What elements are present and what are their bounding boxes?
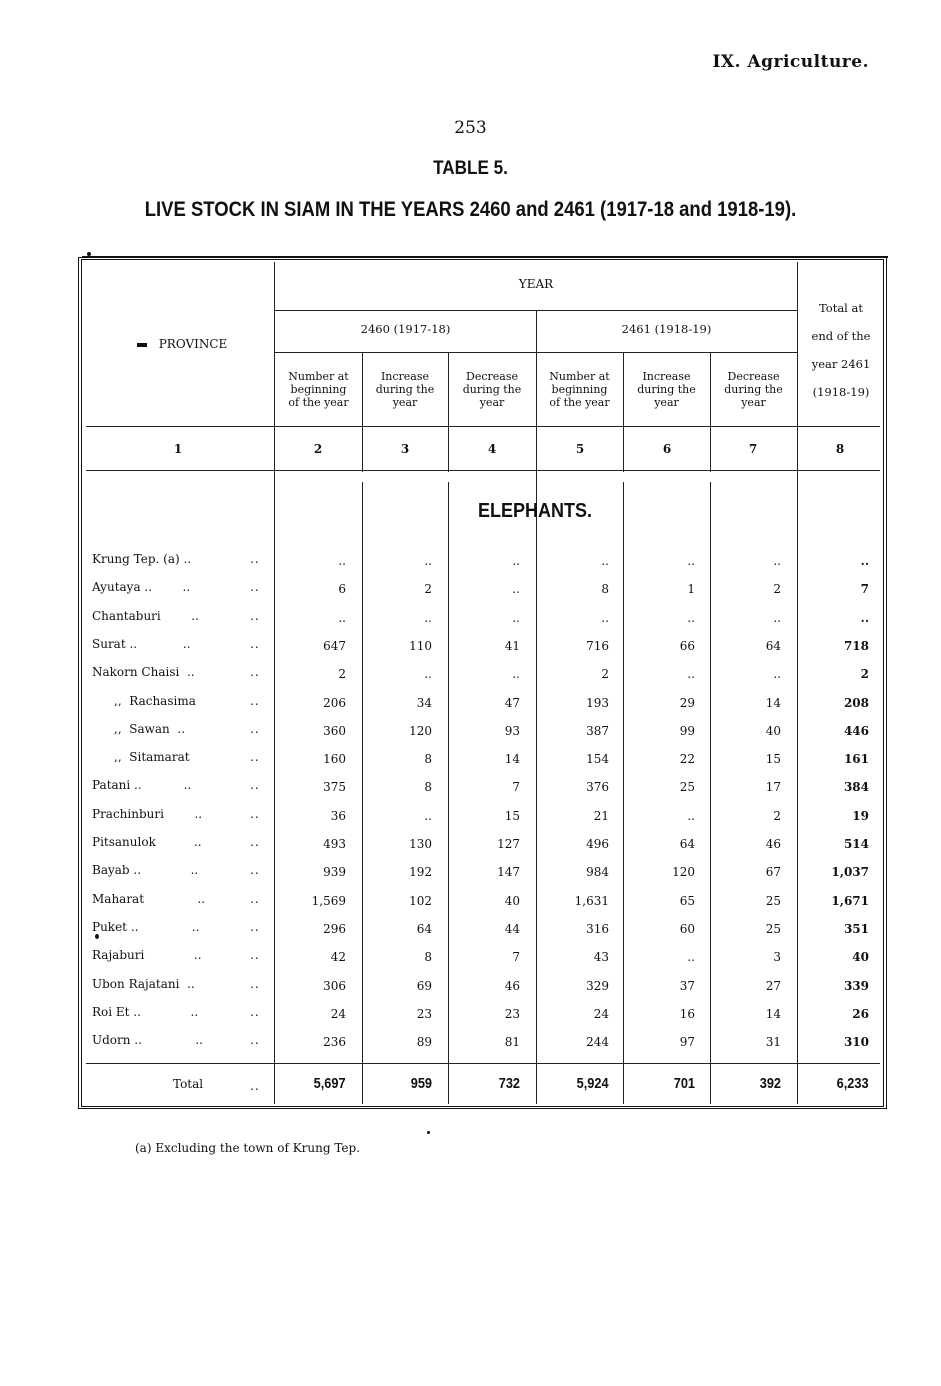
leader-dots: .. — [250, 580, 260, 594]
table-cell: 208 — [843, 696, 869, 710]
province-name: Puket .. .. — [92, 920, 200, 934]
table-cell: 89 — [416, 1035, 432, 1049]
table-cell: 102 — [409, 894, 432, 908]
column-number: 7 — [748, 442, 758, 456]
table-cell: .. — [687, 554, 695, 568]
table-cell: 23 — [416, 1007, 432, 1021]
table-cell: 351 — [843, 922, 869, 936]
table-row — [0, 578, 941, 598]
table-row — [0, 833, 941, 853]
column-number: 3 — [400, 442, 410, 456]
table-cell: .. — [860, 554, 869, 568]
table-cell: 64 — [416, 922, 432, 936]
table-cell: 46 — [765, 837, 781, 851]
table-cell: 31 — [765, 1035, 781, 1049]
leader-dots: .. — [250, 778, 260, 792]
header-rule — [275, 310, 797, 311]
table-cell: 97 — [679, 1035, 695, 1049]
table-row — [0, 861, 941, 881]
leader-dots: .. — [250, 1033, 260, 1047]
header-line: Increase — [642, 370, 691, 383]
province-name: Udorn .. .. — [92, 1033, 203, 1047]
column-number: 5 — [575, 442, 585, 456]
leader-dots: .. — [250, 892, 260, 906]
number-at-beginning-header — [275, 370, 362, 409]
table-cell: 446 — [843, 724, 869, 738]
year-2460-header: 2460 (1917-18) — [360, 322, 451, 336]
table-cell: 17 — [765, 780, 781, 794]
header-rule — [275, 352, 797, 353]
leader-dots: .. — [250, 609, 260, 623]
print-speck — [87, 252, 91, 256]
table-cell: .. — [601, 554, 609, 568]
leader-dots: .. — [250, 807, 260, 821]
table-cell: 34 — [416, 696, 432, 710]
total-cell: 392 — [759, 1075, 781, 1092]
table-cell: .. — [773, 554, 781, 568]
province-name: ,, Sitamarat — [114, 750, 190, 764]
table-cell: 46 — [504, 979, 520, 993]
table-cell: 244 — [586, 1035, 609, 1049]
table-cell: 40 — [765, 724, 781, 738]
decrease-header — [710, 370, 797, 409]
header-line: Number at — [288, 370, 349, 383]
province-header-label: PROVINCE — [158, 337, 228, 351]
table-cell: 296 — [323, 922, 346, 936]
table-cell: 8 — [601, 582, 609, 596]
leader-dots: .. — [250, 637, 260, 651]
total-cell: 732 — [498, 1075, 520, 1092]
table-cell: 14 — [765, 696, 781, 710]
table-cell: 24 — [593, 1007, 609, 1021]
table-cell: 147 — [497, 865, 520, 879]
table-cell: 193 — [586, 696, 609, 710]
total-header-line: Total at — [819, 301, 863, 315]
total-cell: 5,697 — [314, 1075, 346, 1092]
number-at-beginning-header — [536, 370, 623, 409]
table-title: LIVE STOCK IN SIAM IN THE YEARS 2460 and 2461 (1917-18 and 1918-19). — [144, 198, 797, 221]
table-cell: 192 — [409, 865, 432, 879]
leader-dots: .. — [250, 722, 260, 736]
table-cell: .. — [773, 611, 781, 625]
column-number: 6 — [662, 442, 672, 456]
column-number: 8 — [835, 442, 845, 456]
header-line: of the year — [549, 396, 610, 409]
table-cell: 3 — [773, 950, 781, 964]
table-row — [0, 748, 941, 768]
category-heading: ELEPHANTS. — [478, 500, 593, 522]
province-name: Surat .. .. — [92, 637, 191, 651]
table-cell: 64 — [679, 837, 695, 851]
table-cell: 99 — [679, 724, 695, 738]
table-cell: 64 — [765, 639, 781, 653]
bullet-mark — [137, 343, 147, 347]
table-cell: .. — [512, 582, 520, 596]
table-cell: 24 — [330, 1007, 346, 1021]
table-cell: .. — [338, 611, 346, 625]
table-cell: 8 — [424, 780, 432, 794]
table-cell: .. — [773, 667, 781, 681]
leader-dots: .. — [250, 977, 260, 991]
table-cell: 81 — [504, 1035, 520, 1049]
header-line: beginning — [290, 383, 347, 396]
total-dots: .. — [250, 1079, 260, 1093]
province-name: Bayab .. .. — [92, 863, 199, 877]
header-line: Number at — [549, 370, 610, 383]
table-cell: 310 — [843, 1035, 869, 1049]
footnote: (a) Excluding the town of Krung Tep. — [135, 1141, 361, 1155]
table-cell: 21 — [593, 809, 609, 823]
table-row — [0, 890, 941, 910]
table-row — [0, 918, 941, 938]
table-cell: 514 — [843, 837, 869, 851]
table-cell: 69 — [416, 979, 432, 993]
table-row — [0, 607, 941, 627]
table-cell: 1,569 — [311, 894, 346, 908]
table-row — [0, 692, 941, 712]
province-name: Pitsanulok .. — [92, 835, 202, 849]
decrease-header — [448, 370, 536, 409]
increase-header — [623, 370, 710, 409]
table-cell: .. — [424, 611, 432, 625]
table-cell: 60 — [679, 922, 695, 936]
table-cell: 647 — [323, 639, 346, 653]
total-header-line: end of the — [811, 329, 871, 343]
table-cell: .. — [512, 611, 520, 625]
total-header-line: year 2461 — [811, 357, 871, 371]
table-cell: .. — [687, 611, 695, 625]
header-line: year — [741, 396, 766, 409]
table-cell: 40 — [852, 950, 869, 964]
print-speck — [427, 1131, 430, 1134]
page-number: 253 — [454, 118, 487, 138]
table-cell: 120 — [672, 865, 695, 879]
table-cell: .. — [338, 554, 346, 568]
table-cell: 14 — [765, 1007, 781, 1021]
table-cell: 6 — [338, 582, 346, 596]
total-cell: 5,924 — [577, 1075, 609, 1092]
table-cell: 47 — [504, 696, 520, 710]
table-cell: 130 — [409, 837, 432, 851]
header-line: Decrease — [727, 370, 780, 383]
header-line: during the — [637, 383, 696, 396]
table-cell: 15 — [504, 809, 520, 823]
table-number: TABLE 5. — [433, 158, 508, 179]
table-cell: 496 — [586, 837, 609, 851]
table-cell: .. — [512, 554, 520, 568]
header-line: during the — [462, 383, 522, 396]
table-cell: 329 — [586, 979, 609, 993]
total-label: Total — [173, 1077, 204, 1091]
table-cell: 37 — [679, 979, 695, 993]
total-cell: 959 — [410, 1075, 432, 1092]
table-cell: 160 — [323, 752, 346, 766]
table-cell: .. — [424, 554, 432, 568]
table-cell: 19 — [852, 809, 869, 823]
table-row — [0, 720, 941, 740]
header-line: year — [479, 396, 505, 409]
table-row — [0, 550, 941, 570]
table-cell: 23 — [504, 1007, 520, 1021]
header-rule — [86, 470, 880, 471]
table-cell: 7 — [512, 950, 520, 964]
leader-dots: .. — [250, 1005, 260, 1019]
total-cell: 6,233 — [837, 1075, 869, 1092]
header-line: Decrease — [466, 370, 518, 383]
column-number: 2 — [313, 442, 323, 456]
table-cell: 2 — [601, 667, 609, 681]
table-cell: 939 — [323, 865, 346, 879]
header-line: of the year — [288, 396, 349, 409]
table-cell: 16 — [679, 1007, 695, 1021]
table-cell: .. — [687, 809, 695, 823]
table-cell: 44 — [504, 922, 520, 936]
leader-dots: .. — [250, 948, 260, 962]
table-cell: .. — [424, 809, 432, 823]
table-cell: .. — [687, 950, 695, 964]
table-cell: 14 — [504, 752, 520, 766]
table-cell: 1,037 — [831, 865, 869, 879]
table-cell: 25 — [765, 922, 781, 936]
table-cell: 718 — [843, 639, 869, 653]
table-cell: 8 — [424, 752, 432, 766]
table-cell: 984 — [586, 865, 609, 879]
table-cell: 716 — [586, 639, 609, 653]
leader-dots: .. — [250, 920, 260, 934]
table-cell: 2 — [338, 667, 346, 681]
header-rule — [86, 426, 880, 427]
leader-dots: .. — [250, 552, 260, 566]
table-cell: 127 — [497, 837, 520, 851]
table-row — [0, 776, 941, 796]
table-cell: .. — [687, 667, 695, 681]
province-name: Prachinburi .. — [92, 807, 203, 821]
table-cell: 236 — [323, 1035, 346, 1049]
total-header-line: (1918-19) — [812, 385, 870, 399]
province-name: Ubon Rajatani .. — [92, 977, 195, 991]
header-line: during the — [375, 383, 435, 396]
header-line: Increase — [380, 370, 430, 383]
table-cell: 2 — [860, 667, 869, 681]
province-name: Roi Et .. .. — [92, 1005, 199, 1019]
province-name: Maharat .. — [92, 892, 206, 906]
table-cell: 1,671 — [831, 894, 869, 908]
total-at-end-header — [797, 294, 885, 406]
table-cell: 387 — [586, 724, 609, 738]
table-row — [0, 663, 941, 683]
table-cell: 43 — [593, 950, 609, 964]
leader-dots: .. — [250, 750, 260, 764]
table-cell: .. — [512, 667, 520, 681]
table-cell: 339 — [843, 979, 869, 993]
header-line: during the — [724, 383, 783, 396]
table-row — [0, 805, 941, 825]
table-row — [0, 946, 941, 966]
header-line: beginning — [551, 383, 608, 396]
table-cell: 384 — [843, 780, 869, 794]
province-name: Ayutaya .. .. — [92, 580, 191, 594]
column-number: 1 — [173, 442, 183, 456]
table-cell: 7 — [512, 780, 520, 794]
table-row — [0, 1031, 941, 1051]
table-cell: 26 — [852, 1007, 869, 1021]
table-cell: 36 — [330, 809, 346, 823]
table-cell: 316 — [586, 922, 609, 936]
table-cell: 15 — [765, 752, 781, 766]
table-cell: .. — [424, 667, 432, 681]
province-name: Krung Tep. (a) .. — [92, 552, 192, 566]
province-name: Patani .. .. — [92, 778, 192, 792]
table-cell: 65 — [679, 894, 695, 908]
province-header — [90, 338, 274, 351]
province-name: Rajaburi .. — [92, 948, 202, 962]
table-cell: 93 — [504, 724, 520, 738]
table-row — [0, 975, 941, 995]
province-name: Nakorn Chaisi .. — [92, 665, 195, 679]
table-top-rule — [82, 256, 888, 258]
table-cell: 66 — [679, 639, 695, 653]
column-number: 4 — [487, 442, 497, 456]
table-cell: 25 — [765, 894, 781, 908]
table-cell: 7 — [860, 582, 869, 596]
increase-header — [362, 370, 448, 409]
total-cell: 701 — [673, 1075, 695, 1092]
table-cell: 2 — [773, 582, 781, 596]
total-rule — [86, 1063, 880, 1064]
table-cell: 161 — [843, 752, 869, 766]
table-cell: .. — [601, 611, 609, 625]
table-cell: 41 — [504, 639, 520, 653]
total-row — [0, 1075, 941, 1095]
year-2461-header: 2461 (1918-19) — [621, 322, 712, 336]
table-cell: 22 — [679, 752, 695, 766]
table-cell: 42 — [330, 950, 346, 964]
table-cell: 25 — [679, 780, 695, 794]
table-cell: 493 — [323, 837, 346, 851]
table-cell: 206 — [323, 696, 346, 710]
header-line: year — [392, 396, 418, 409]
table-cell: 67 — [765, 865, 781, 879]
table-cell: 360 — [323, 724, 346, 738]
table-cell: 8 — [424, 950, 432, 964]
year-header: YEAR — [518, 277, 554, 291]
table-cell: 29 — [679, 696, 695, 710]
leader-dots: .. — [250, 665, 260, 679]
print-speck — [95, 934, 99, 939]
header-line: year — [654, 396, 679, 409]
table-cell: 120 — [409, 724, 432, 738]
province-name: ,, Rachasima — [114, 694, 196, 708]
table-cell: 40 — [504, 894, 520, 908]
table-cell: .. — [860, 611, 869, 625]
table-cell: 110 — [409, 639, 432, 653]
section-heading: IX. Agriculture. — [712, 52, 869, 72]
table-row — [0, 1003, 941, 1023]
table-cell: 2 — [773, 809, 781, 823]
table-cell: 27 — [765, 979, 781, 993]
table-cell: 306 — [323, 979, 346, 993]
table-row — [0, 635, 941, 655]
leader-dots: .. — [250, 863, 260, 877]
table-cell: 375 — [323, 780, 346, 794]
province-name: Chantaburi .. — [92, 609, 199, 623]
table-cell: 376 — [586, 780, 609, 794]
table-cell: 154 — [586, 752, 609, 766]
leader-dots: .. — [250, 694, 260, 708]
table-cell: 1 — [687, 582, 695, 596]
province-name: ,, Sawan .. — [114, 722, 186, 736]
leader-dots: .. — [250, 835, 260, 849]
table-cell: 1,631 — [574, 894, 609, 908]
table-cell: 2 — [424, 582, 432, 596]
